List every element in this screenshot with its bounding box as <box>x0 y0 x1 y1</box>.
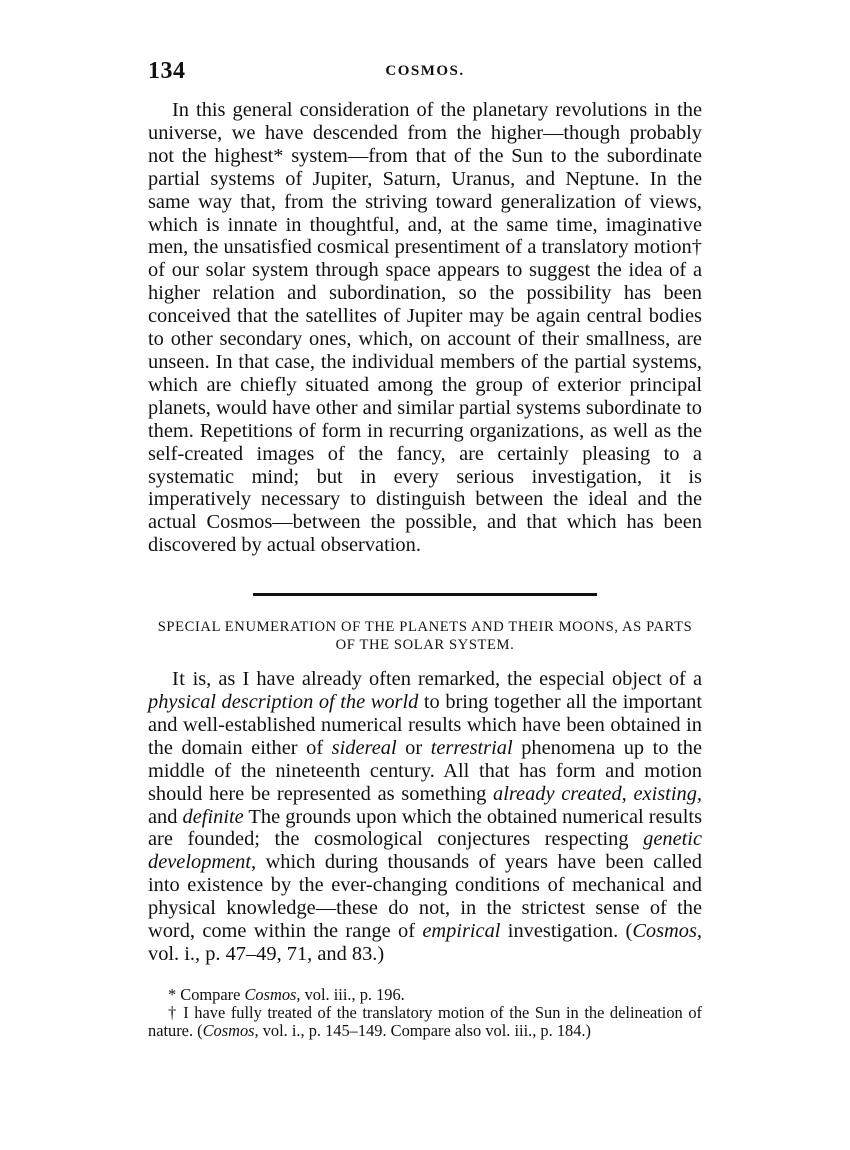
emphasis-run: physical description of the world <box>148 691 419 714</box>
emphasis-run: terrestrial <box>430 736 513 759</box>
emphasis-run: already created, existing, <box>493 782 702 805</box>
text-run: which during thousands of years have been called into existence by the ever-changing conditions of mechanical and physical knowledge—these do not, in the strictest sense of the word, come within the range of <box>148 851 702 943</box>
footnote-emphasis: Cosmos, <box>202 1020 259 1040</box>
emphasis-run: empirical <box>422 920 501 943</box>
footnotes <box>148 986 702 1040</box>
footnote-2 <box>148 1004 702 1040</box>
text-run: The grounds upon which the obtained numerical results are founded; the cosmological conjectures respecting <box>148 805 703 851</box>
section-heading: SPECIAL ENUMERATION OF THE PLANETS AND THEIR MOONS, AS PARTS OF THE SOLAR SYSTEM. <box>157 619 693 654</box>
footnote-text: vol. iii., p. 196. <box>300 984 405 1004</box>
text-run: is, as I have already often remarked, the especial object of a <box>185 668 702 691</box>
footnote-text: Compare <box>176 984 245 1004</box>
footnote-mark: † <box>168 1002 178 1022</box>
emphasis-run: Cosmos, <box>632 920 702 943</box>
running-head <box>148 58 702 88</box>
text-run: or <box>396 736 431 759</box>
paragraph-planetary-systems: In this general consideration of the planetary revolutions in the universe, we have descended from the higher—though probably not the highest* system—from that of the Sun to the subordinate partial systems of Jupiter, Saturn, Uranus, and Neptune. In the same way that, from the striving toward generalization of views, which is innate in thoughtful, and, at the same time, imaginative men, the unsatisfied cosmical presentiment of a translatory motion† of our solar system through space appears to suggest the idea of a higher relation and subordination, so the possibility has been conceived that the satellites of Jupiter may be again central bodies to other secondary ones, which, on account of their smallness, are unseen. In that case, the individual members of the partial systems, which are chiefly situated among the group of exterior principal planets, would have other and similar partial systems subordinate to them. Repetitions of form in recurring organizations, as well as the self-created images of the fancy, are certainly pleasing to a systematic mind; but in every serious investigation, it is imperatively necessary to distinguish between the ideal and the actual Cosmos—between the possible, and that which has been discovered by actual observation. <box>148 99 702 557</box>
footnote-mark: * <box>168 984 177 1004</box>
page-number: 134 <box>148 58 186 84</box>
text-run: to bring together all the important and well-established numerical results which have been obtained in the domain either of <box>148 691 702 759</box>
book-page <box>148 58 702 1040</box>
footnote-text: vol. i., p. 145–149. Compare also vol. iii., p. 184.) <box>258 1020 591 1040</box>
text-run: and <box>148 805 183 828</box>
paragraph-lead-word: It <box>172 668 186 691</box>
main-text <box>148 99 702 557</box>
text-run: vol. i., p. 47–49, 71, and 83.) <box>148 943 385 965</box>
emphasis-run: definite <box>182 805 244 828</box>
section-divider-rule <box>253 593 597 596</box>
paragraph-special-enumeration <box>148 668 702 966</box>
emphasis-run: sidereal <box>331 736 397 759</box>
text-run: investigation. ( <box>500 920 633 943</box>
section-text <box>148 668 702 966</box>
footnote-emphasis: Cosmos, <box>244 984 301 1004</box>
emphasis-run: genetic development, <box>148 828 702 874</box>
running-title: COSMOS. <box>385 63 465 79</box>
footnote-1 <box>148 986 702 1004</box>
text-run: phenomena up to the middle of the nineteenth century. All that has form and motion should here be represented as something <box>148 736 702 805</box>
footnote-text: I have fully treated of the translatory motion of the Sun in the delineation of nature. ( <box>148 1002 702 1040</box>
